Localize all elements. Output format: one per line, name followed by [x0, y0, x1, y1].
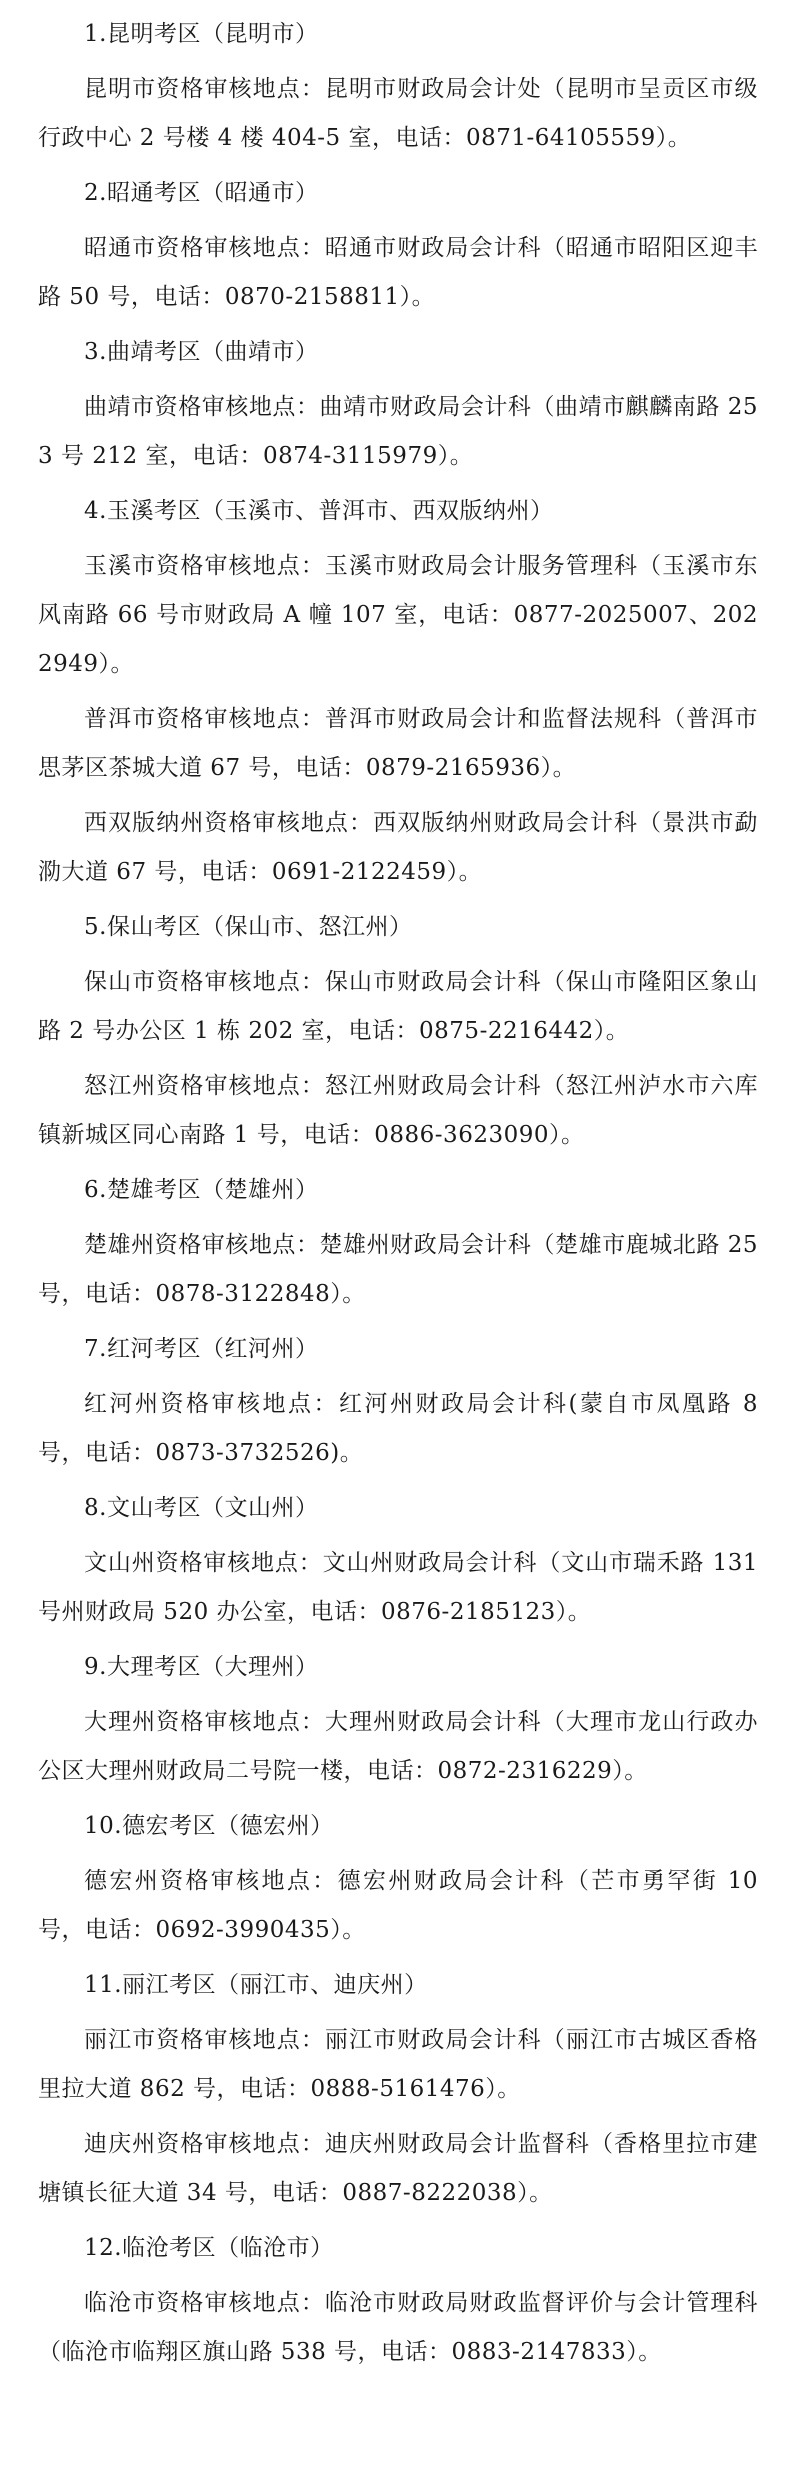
review-location: 怒江州资格审核地点：怒江州财政局会计科（怒江州泸水市六库镇新城区同心南路 1 号，电话：0886-3623090）。 [38, 1073, 758, 1148]
exam-area-heading: 3.曲靖考区（曲靖市） [84, 339, 319, 365]
exam-area-heading: 10.德宏考区（德宏州） [84, 1813, 334, 1839]
exam-area-section [38, 2224, 758, 2377]
review-location: 大理州资格审核地点：大理州财政局会计科（大理市龙山行政办公区大理州财政局二号院一楼，电话：0872-2316229）。 [38, 1709, 758, 1784]
exam-area-section [38, 1961, 758, 2218]
exam-area-heading: 2.昭通考区（昭通市） [84, 180, 319, 206]
review-location: 普洱市资格审核地点：普洱市财政局会计和监督法规科（普洱市思茅区茶城大道 67 号，电话：0879-2165936）。 [38, 706, 758, 781]
exam-area-section [38, 1484, 758, 1637]
review-location: 楚雄州资格审核地点：楚雄州财政局会计科（楚雄市鹿城北路 25 号，电话：0878-3122848）。 [38, 1232, 758, 1307]
review-location: 曲靖市资格审核地点：曲靖市财政局会计科（曲靖市麒麟南路 253 号 212 室，电话：0874-3115979）。 [38, 394, 758, 469]
exam-area-heading: 9.大理考区（大理州） [84, 1654, 319, 1680]
exam-area-heading: 7.红河考区（红河州） [84, 1336, 319, 1362]
exam-area-section [38, 1802, 758, 1955]
exam-area-section [38, 328, 758, 481]
exam-area-section [38, 487, 758, 897]
exam-area-section [38, 1643, 758, 1796]
review-location: 昆明市资格审核地点：昆明市财政局会计处（昆明市呈贡区市级行政中心 2 号楼 4 楼 404-5 室，电话：0871-64105559）。 [38, 76, 758, 151]
exam-area-heading: 8.文山考区（文山州） [84, 1495, 319, 1521]
exam-area-heading: 4.玉溪考区（玉溪市、普洱市、西双版纳州） [84, 498, 554, 524]
exam-area-section [38, 1166, 758, 1319]
exam-area-heading: 11.丽江考区（丽江市、迪庆州） [84, 1972, 428, 1998]
review-location: 红河州资格审核地点：红河州财政局会计科(蒙自市凤凰路 8 号，电话：0873-3732526)。 [38, 1391, 758, 1466]
exam-area-section [38, 10, 758, 163]
review-location: 德宏州资格审核地点：德宏州财政局会计科（芒市勇罕街 10 号，电话：0692-3990435）。 [38, 1868, 758, 1943]
exam-area-heading: 12.临沧考区（临沧市） [84, 2235, 334, 2261]
review-location: 西双版纳州资格审核地点：西双版纳州财政局会计科（景洪市勐泐大道 67 号，电话：0691-2122459）。 [38, 810, 758, 885]
exam-area-section [38, 169, 758, 322]
review-location: 丽江市资格审核地点：丽江市财政局会计科（丽江市古城区香格里拉大道 862 号，电话：0888-5161476）。 [38, 2027, 758, 2102]
review-location: 保山市资格审核地点：保山市财政局会计科（保山市隆阳区象山路 2 号办公区 1 栋 202 室，电话：0875-2216442）。 [38, 969, 758, 1044]
exam-area-section [38, 903, 758, 1160]
review-location: 玉溪市资格审核地点：玉溪市财政局会计服务管理科（玉溪市东风南路 66 号市财政局 A 幢 107 室，电话：0877-2025007、2022949）。 [38, 553, 758, 677]
review-location: 临沧市资格审核地点：临沧市财政局财政监督评价与会计管理科（临沧市临翔区旗山路 538 号，电话：0883-2147833）。 [38, 2290, 758, 2365]
exam-area-section [38, 1325, 758, 1478]
exam-area-heading: 1.昆明考区（昆明市） [84, 21, 319, 47]
review-location: 迪庆州资格审核地点：迪庆州财政局会计监督科（香格里拉市建塘镇长征大道 34 号，电话：0887-8222038）。 [38, 2131, 758, 2206]
review-location: 文山州资格审核地点：文山州财政局会计科（文山市瑞禾路 131 号州财政局 520 办公室，电话：0876-2185123）。 [38, 1550, 758, 1625]
exam-area-heading: 5.保山考区（保山市、怒江州） [84, 914, 413, 940]
exam-area-heading: 6.楚雄考区（楚雄州） [84, 1177, 319, 1203]
review-location: 昭通市资格审核地点：昭通市财政局会计科（昭通市昭阳区迎丰路 50 号，电话：0870-2158811）。 [38, 235, 758, 310]
